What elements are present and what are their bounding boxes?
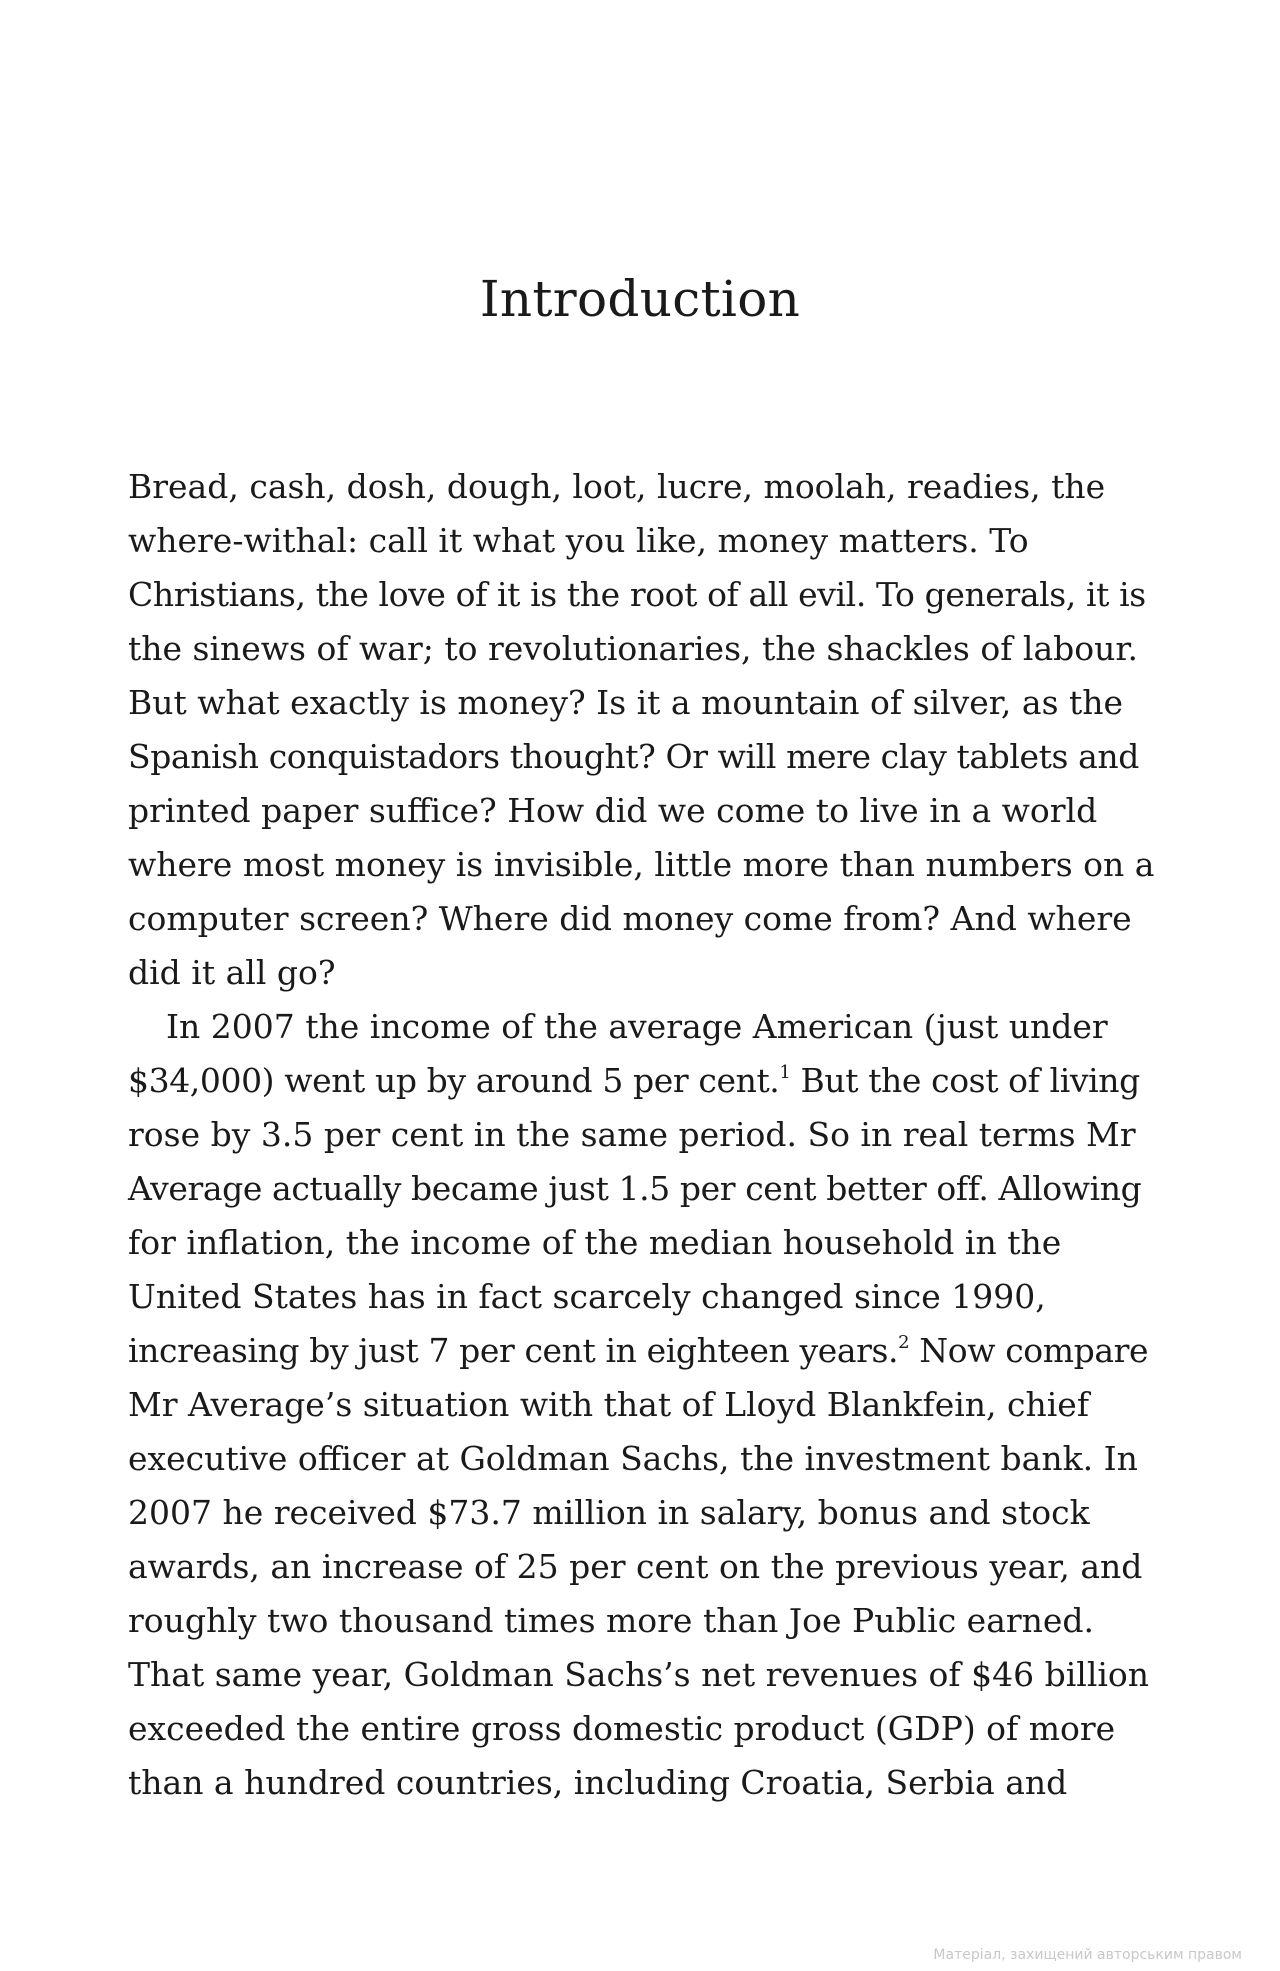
footnote-marker[interactable]: 2: [898, 1332, 910, 1353]
text-line: where-withal: call it what you like, money matters. To: [128, 521, 1029, 560]
text-line: roughly two thousand times more than Joe Public earned.: [128, 1601, 1095, 1640]
text-line: Average actually became just 1.5 per cent better off. Allowing: [128, 1169, 1142, 1208]
text-segment: But the cost of living: [790, 1061, 1140, 1100]
footnote-marker[interactable]: 1: [779, 1062, 791, 1083]
text-segment: Now compare: [909, 1331, 1149, 1370]
text-line: the sinews of war; to revolutionaries, the shackles of labour.: [128, 629, 1139, 668]
paragraph: [128, 1000, 1158, 1810]
text-line: In 2007 the income of the average American (just under: [166, 1007, 1108, 1046]
text-line: for inflation, the income of the median household in the: [128, 1223, 1062, 1262]
text-line: than a hundred countries, including Croatia, Serbia and: [128, 1763, 1068, 1802]
text-line: computer screen? Where did money come from? And where: [128, 899, 1132, 938]
text-line: rose by 3.5 per cent in the same period. So in real terms Mr: [128, 1115, 1136, 1154]
text-line: But what exactly is money? Is it a mountain of silver, as the: [128, 683, 1124, 722]
text-line: Christians, the love of it is the root of all evil. To generals, it is: [128, 575, 1146, 614]
text-segment: increasing by just 7 per cent in eighteen years.: [128, 1331, 899, 1370]
body-text: [128, 460, 1158, 1810]
paragraph: [128, 460, 1158, 1000]
text-line: [128, 1324, 1158, 1378]
text-line: awards, an increase of 25 per cent on the previous year, and: [128, 1547, 1143, 1586]
text-segment: $34,000) went up by around 5 per cent.: [128, 1061, 780, 1100]
chapter-title: Introduction: [479, 270, 801, 328]
text-line: 2007 he received $73.7 million in salary, bonus and stock: [128, 1493, 1090, 1532]
text-line: Bread, cash, dosh, dough, loot, lucre, moolah, readies, the: [128, 467, 1106, 506]
text-line: printed paper suffice? How did we come to live in a world: [128, 791, 1098, 830]
copyright-watermark: Матеріал, захищений авторським правом: [933, 1947, 1242, 1963]
text-line: did it all go?: [128, 953, 336, 992]
text-line: United States has in fact scarcely changed since 1990,: [128, 1277, 1046, 1316]
text-line: Mr Average’s situation with that of Lloyd Blankfein, chief: [128, 1385, 1090, 1424]
text-line: exceeded the entire gross domestic product (GDP) of more: [128, 1709, 1116, 1748]
text-line: where most money is invisible, little more than numbers on a: [128, 845, 1155, 884]
text-line: executive officer at Goldman Sachs, the investment bank. In: [128, 1439, 1138, 1478]
text-line: [128, 1054, 1158, 1108]
text-line: Spanish conquistadors thought? Or will mere clay tablets and: [128, 737, 1140, 776]
text-line: That same year, Goldman Sachs’s net revenues of $46 billion: [128, 1655, 1150, 1694]
